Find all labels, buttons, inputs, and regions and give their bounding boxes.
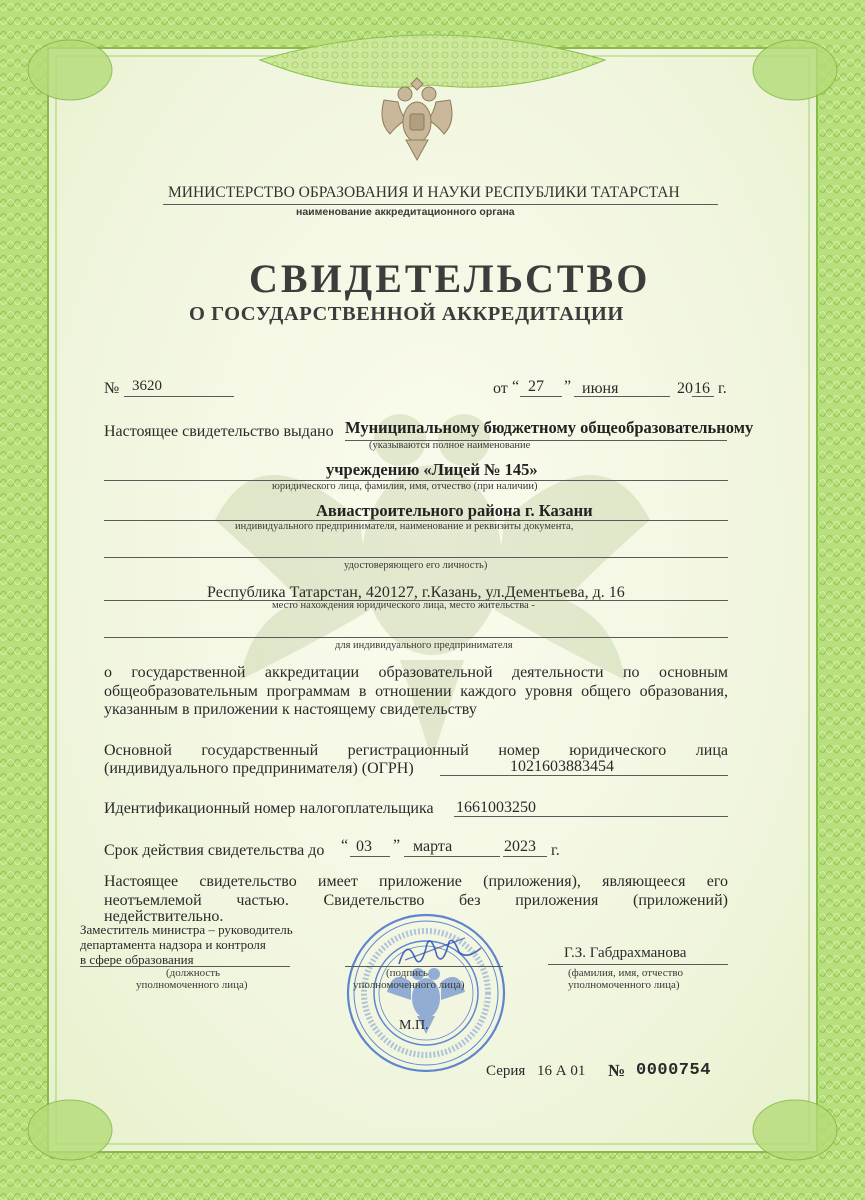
signature-caption-line2: уполномоченного лица) — [353, 979, 465, 991]
number-label: № — [104, 380, 120, 397]
certificate-number: 3620 — [132, 378, 162, 394]
issued-caption1: (указываются полное наименование — [369, 440, 531, 451]
ogrn-underline — [440, 775, 728, 776]
signature-caption-line1: (подпись — [386, 967, 429, 979]
address-caption2: для индивидуального предпринимателя — [335, 640, 513, 651]
inn-value: 1661003250 — [456, 799, 536, 816]
validity-label: Срок действия свидетельства до — [104, 842, 325, 859]
validity-year-unit: г. — [551, 842, 560, 859]
issued-name-line2: учреждению «Лицей № 145» — [326, 460, 538, 479]
document-title: СВИДЕТЕЛЬСТВО — [249, 256, 651, 301]
date-from-label: от — [493, 380, 508, 397]
address-underline2 — [104, 637, 728, 638]
signer-name-underline — [548, 964, 728, 965]
ministry-name: МИНИСТЕРСТВО ОБРАЗОВАНИЯ И НАУКИ РЕСПУБЛИКИ ТАТАРСТАН — [168, 184, 680, 201]
ministry-caption: наименование аккредитационного органа — [296, 206, 515, 218]
date-day-underline — [520, 396, 562, 397]
issued-underline4 — [104, 557, 728, 558]
series-number: 0000754 — [636, 1061, 711, 1080]
issued-name-line1: Муниципальному бюджетному общеобразовательному — [345, 418, 754, 437]
validity-quote-open: “ — [341, 837, 349, 854]
date-year-unit: г. — [718, 380, 727, 397]
appendix-text-line3: недействительно. — [104, 908, 224, 925]
signer-name: Г.З. Габдрахманова — [564, 945, 687, 961]
inn-label: Идентификационный номер налогоплательщика — [104, 800, 434, 817]
date-year-underline — [692, 396, 714, 397]
seal-place-label: М.П. — [399, 1018, 429, 1033]
validity-month: марта — [413, 838, 453, 855]
date-quote-close: ” — [564, 378, 572, 395]
ogrn-label-line1: Основной государственный регистрационный номер юридического лица — [104, 742, 728, 759]
validity-day: 03 — [356, 838, 372, 855]
date-month: июня — [582, 380, 619, 397]
series-value: 16 А 01 — [537, 1063, 586, 1079]
date-day: 27 — [528, 378, 544, 395]
accreditation-text-line1: о государственной аккредитации образовательной деятельности по основным — [104, 664, 728, 681]
appendix-text-line1: Настоящее свидетельство имеет приложение (приложения), являющееся его — [104, 873, 728, 890]
validity-year: 2023 — [504, 838, 536, 855]
document-subtitle: О ГОСУДАРСТВЕННОЙ АККРЕДИТАЦИИ — [189, 303, 624, 325]
issued-address: Республика Татарстан, 420127, г.Казань, ул.Дементьева, д. 16 — [207, 584, 625, 601]
validity-year-underline — [503, 856, 547, 857]
validity-day-underline — [350, 856, 390, 857]
series-label: Серия — [486, 1063, 526, 1079]
date-month-underline — [574, 396, 670, 397]
name-caption-line1: (фамилия, имя, отчество — [568, 967, 684, 979]
issued-label: Настоящее свидетельство выдано — [104, 423, 334, 440]
validity-quote-close: ” — [393, 837, 401, 854]
issued-caption3: индивидуального предпринимателя, наименование и реквизиты документа, — [235, 521, 574, 532]
position-caption-line2: уполномоченного лица) — [136, 979, 248, 991]
accreditation-text-line2: общеобразовательным программам в отношении каждого уровня общего образования, — [104, 683, 728, 700]
accreditation-text-line3: указанным в приложении к настоящему свидетельству — [104, 701, 477, 718]
date-year-prefix: 20 — [677, 380, 693, 397]
series-number-label: № — [608, 1061, 626, 1080]
validity-month-underline — [404, 856, 500, 857]
appendix-text-line2: неотъемлемой частью. Свидетельство без приложения (приложений) — [104, 892, 728, 909]
coat-of-arms-emblem — [376, 72, 458, 164]
name-caption-line2: уполномоченного лица) — [568, 979, 680, 991]
address-caption: место нахождения юридического лица, место жительства - — [272, 600, 535, 611]
issued-caption2: юридического лица, фамилия, имя, отчество (при наличии) — [272, 481, 538, 492]
inn-underline — [454, 816, 728, 817]
ministry-underline — [163, 204, 718, 205]
ogrn-label-line2: (индивидуального предпринимателя) (ОГРН) — [104, 760, 414, 777]
position-caption-line1: (должность — [166, 967, 221, 979]
signer-position-line1: Заместитель министра – руководитель — [80, 922, 293, 937]
date-year-suffix: 16 — [694, 380, 710, 397]
ogrn-value: 1021603883454 — [510, 758, 614, 775]
issued-caption4: удостоверяющего его личность) — [344, 560, 488, 571]
issued-name-line3: Авиастроительного района г. Казани — [316, 501, 593, 520]
number-underline — [124, 396, 234, 397]
date-quote-open: “ — [512, 378, 520, 395]
signer-position-line3: в сфере образования — [80, 952, 194, 967]
signer-position-line2: департамента надзора и контроля — [80, 937, 266, 952]
